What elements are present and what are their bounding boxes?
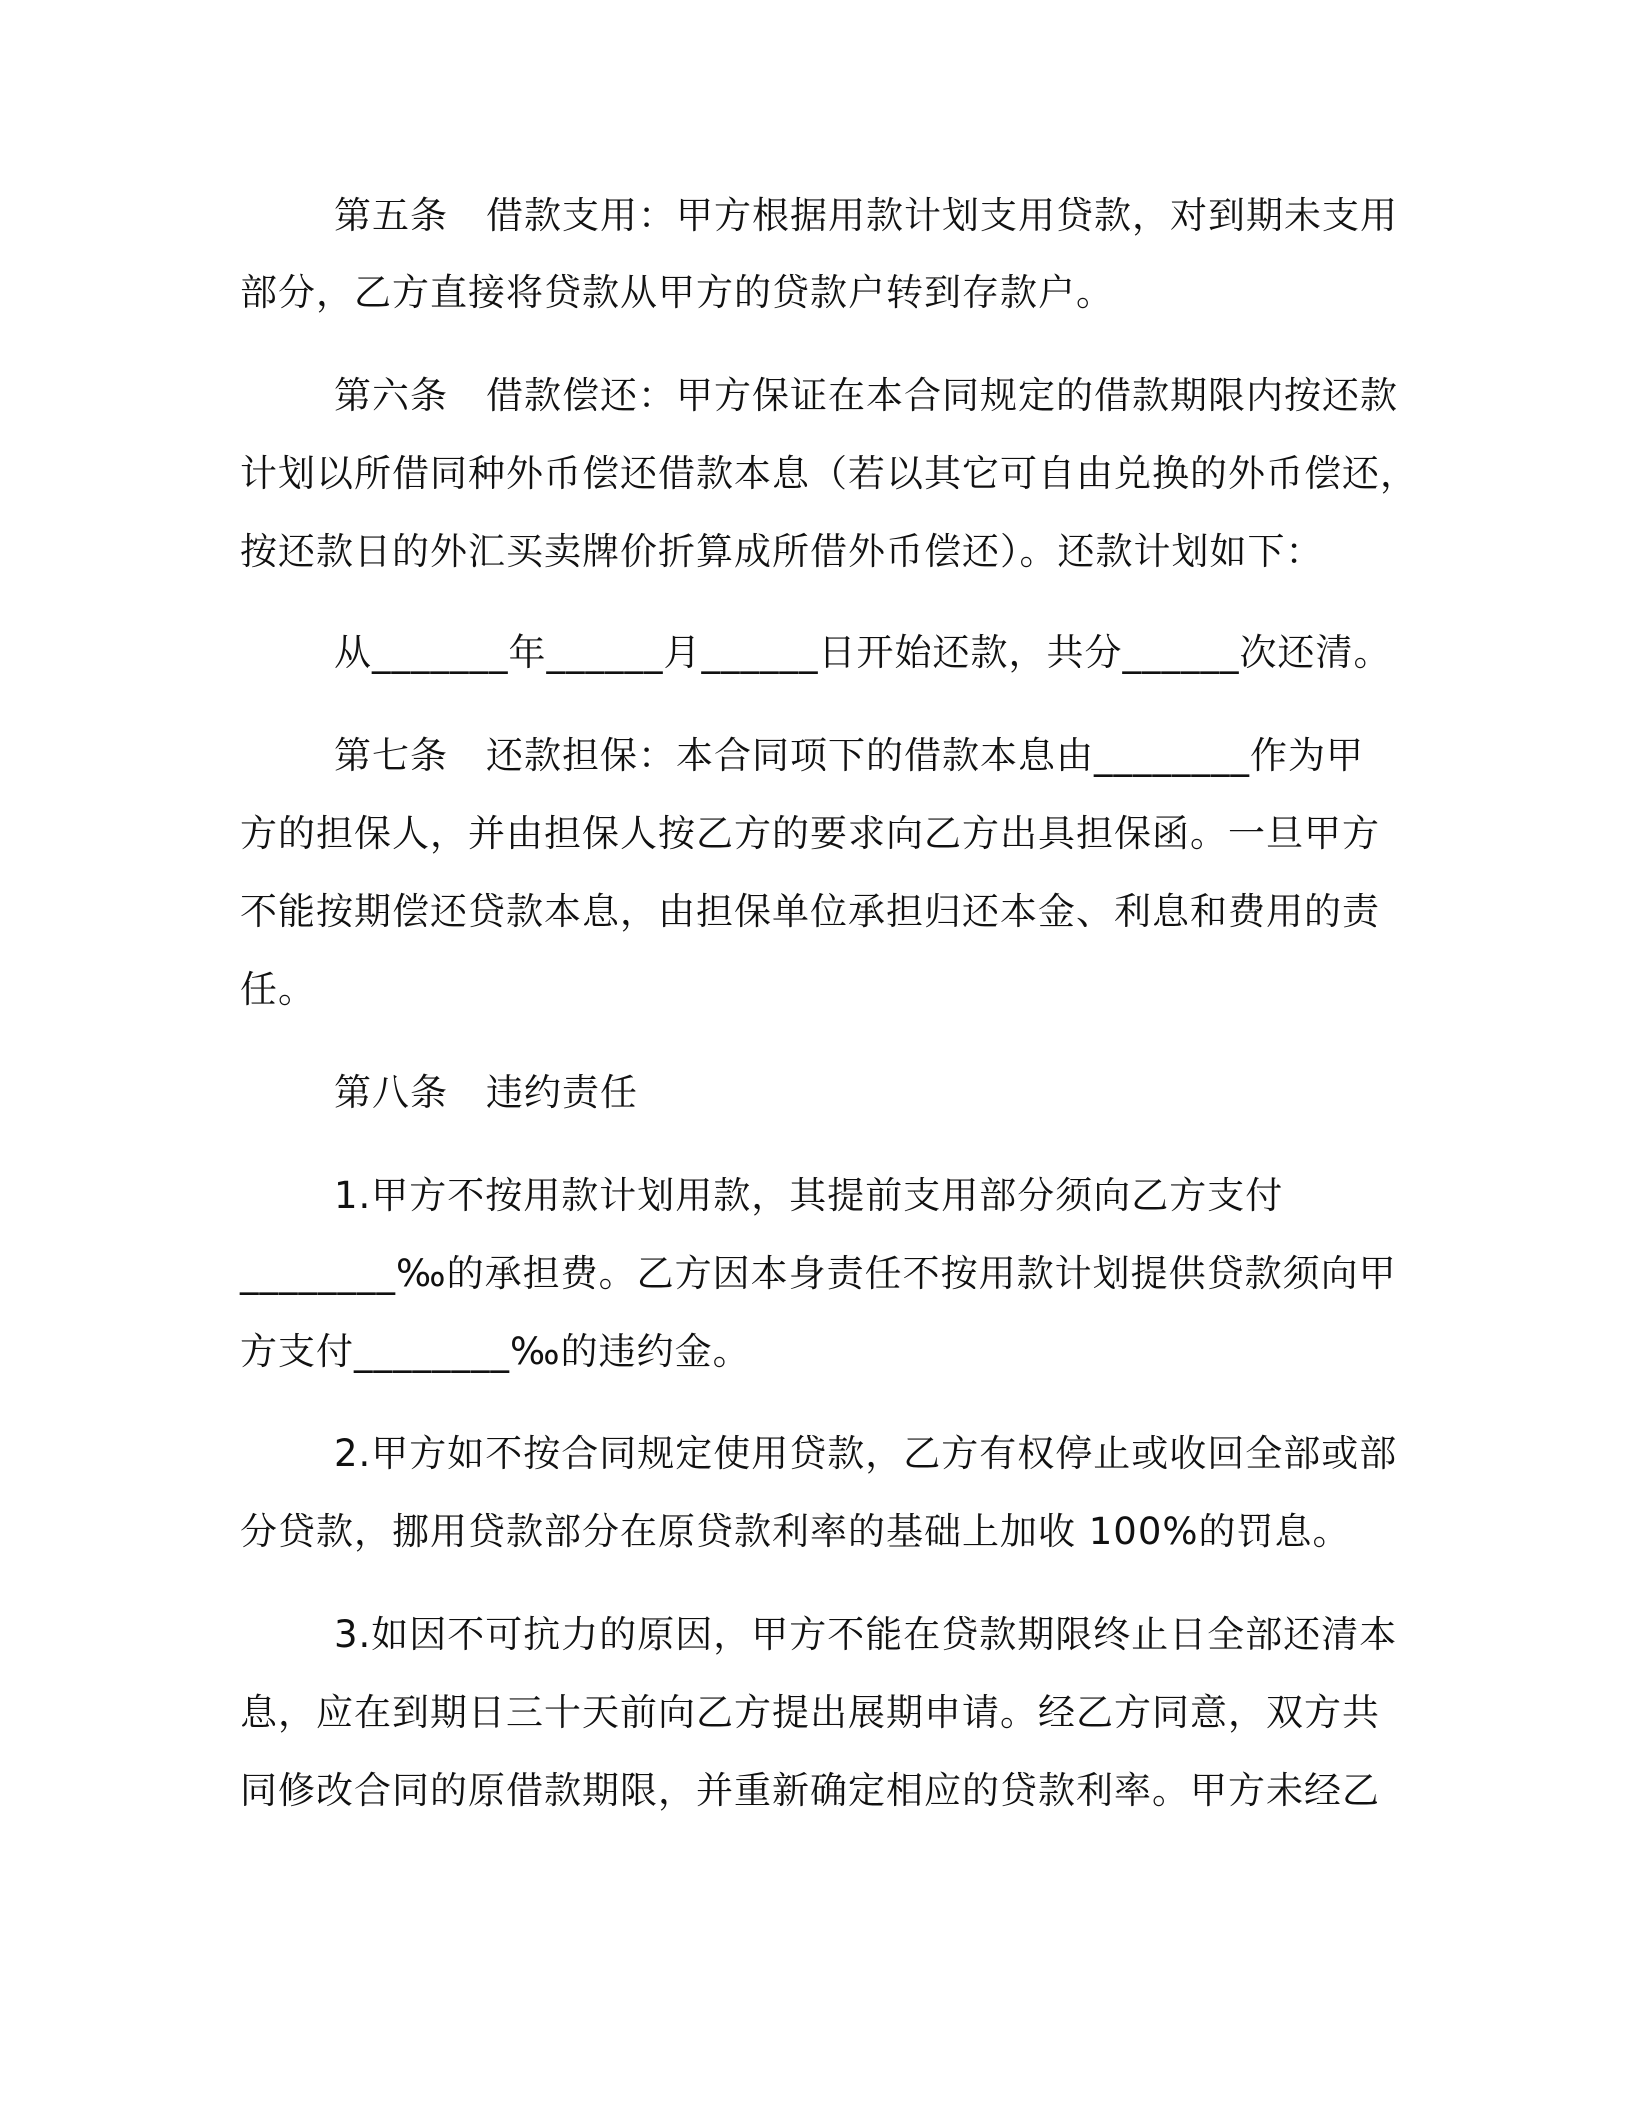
article-7-line-1: 第七条 还款担保：本合同项下的借款本息由________作为甲 bbox=[334, 734, 1364, 777]
article-8-item-2-line-2: 分贷款，挪用贷款部分在原贷款利率的基础上加收 100%的罚息。 bbox=[240, 1510, 1351, 1553]
article-6-line-3: 按还款日的外汇买卖牌价折算成所借外币偿还）。还款计划如下： bbox=[240, 530, 1324, 573]
repayment-plan-line: 从_______年______月______日开始还款，共分______次还清。 bbox=[334, 631, 1392, 674]
article-6-line-1: 第六条 借款偿还：甲方保证在本合同规定的借款期限内按还款 bbox=[334, 374, 1398, 417]
article-8-item-1-line-3: 方支付________‰的违约金。 bbox=[240, 1330, 751, 1373]
article-8-item-1-line-1: 1.甲方不按用款计划用款，其提前支用部分须向乙方支付 bbox=[334, 1174, 1284, 1217]
article-8-heading: 第八条 违约责任 bbox=[334, 1071, 638, 1114]
article-8-item-3-line-2: 息，应在到期日三十天前向乙方提出展期申请。经乙方同意，双方共 bbox=[240, 1691, 1380, 1734]
article-7-line-2: 方的担保人，并由担保人按乙方的要求向乙方出具担保函。一旦甲方 bbox=[240, 812, 1380, 855]
article-8-item-1-line-2: ________‰的承担费。乙方因本身责任不按用款计划提供贷款须向甲 bbox=[240, 1252, 1397, 1295]
article-8-item-3-line-1: 3.如因不可抗力的原因，甲方不能在贷款期限终止日全部还清本 bbox=[334, 1613, 1398, 1656]
article-8-item-3-line-3: 同修改合同的原借款期限，并重新确定相应的贷款利率。甲方未经乙 bbox=[240, 1769, 1380, 1812]
article-7-line-4: 任。 bbox=[240, 968, 316, 1011]
article-5-line-1: 第五条 借款支用：甲方根据用款计划支用贷款，对到期未支用 bbox=[334, 194, 1398, 237]
article-7-line-3: 不能按期偿还贷款本息，由担保单位承担归还本金、利息和费用的责 bbox=[240, 890, 1380, 933]
article-8-item-2-line-1: 2.甲方如不按合同规定使用贷款，乙方有权停止或收回全部或部 bbox=[334, 1432, 1398, 1475]
article-5-line-2: 部分，乙方直接将贷款从甲方的贷款户转到存款户。 bbox=[240, 271, 1114, 314]
article-6-line-2: 计划以所借同种外币偿还借款本息（若以其它可自由兑换的外币偿还， bbox=[240, 452, 1418, 495]
